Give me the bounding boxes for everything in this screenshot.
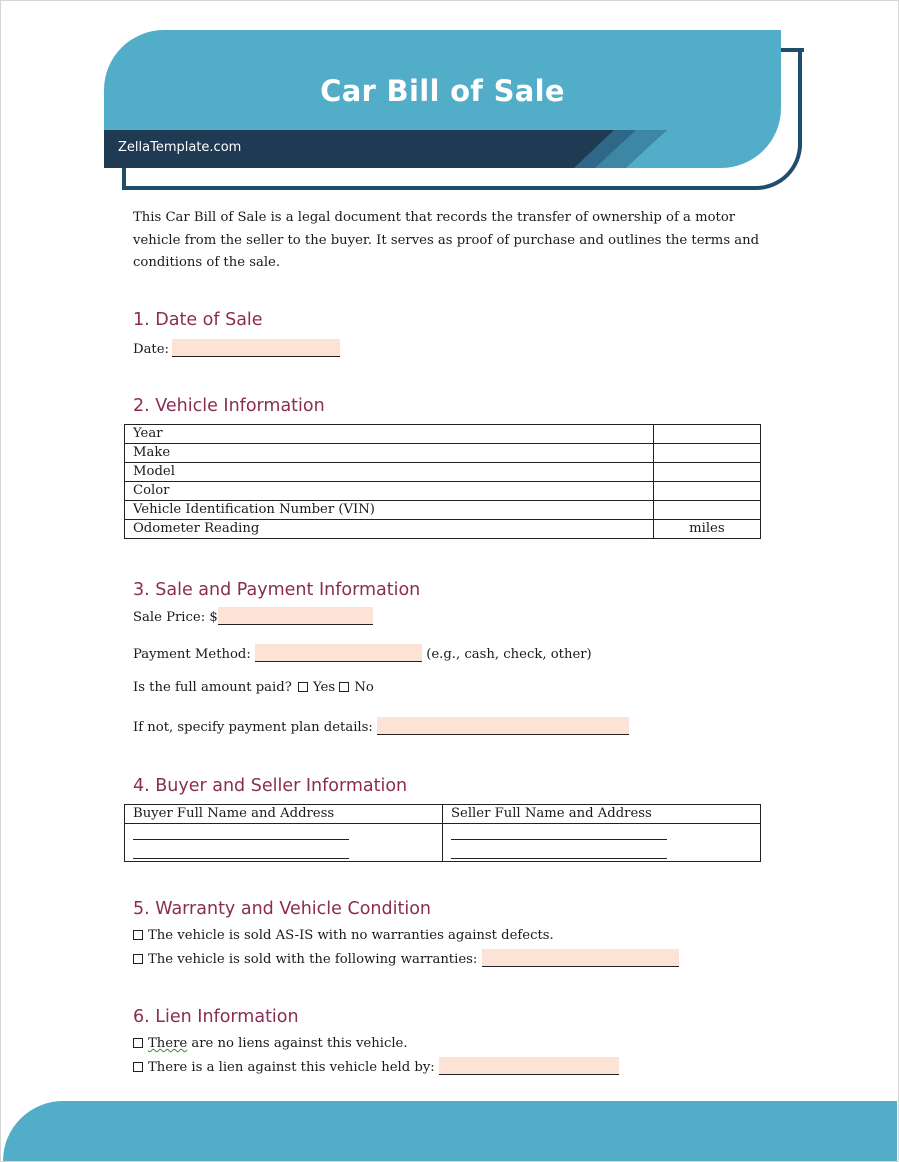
seller-header: Seller Full Name and Address [443, 805, 761, 824]
buyer-name-line[interactable] [133, 824, 349, 840]
warranty-option-as-is [133, 928, 554, 943]
section-heading-payment: 3. Sale and Payment Information [133, 580, 421, 600]
no-lien-first-word: There [148, 1036, 188, 1051]
lien-held-label: There is a lien against this vehicle held by: [148, 1060, 435, 1075]
seller-name-line[interactable] [451, 824, 667, 840]
row-value[interactable] [653, 444, 760, 463]
document-title: Car Bill of Sale [320, 74, 565, 108]
row-value[interactable] [653, 482, 760, 501]
row-label: Model [125, 463, 654, 482]
section-heading-lien: 6. Lien Information [133, 1007, 299, 1027]
paid-yes-checkbox[interactable] [298, 682, 308, 692]
full-paid-question: Is the full amount paid? [133, 680, 292, 695]
site-name: ZellaTemplate.com [118, 140, 242, 155]
row-value[interactable] [653, 463, 760, 482]
table-row [125, 824, 761, 862]
paid-no-label: No [354, 680, 374, 695]
table-header-row [125, 805, 761, 824]
intro-paragraph: This Car Bill of Sale is a legal document that records the transfer of ownership of a motor vehicle from the seller to the buyer. It serves as proof of purchase and outlines the terms and conditions of the sale. [133, 210, 760, 270]
footer-banner [3, 1101, 897, 1161]
payment-method-hint: (e.g., cash, check, other) [426, 647, 592, 662]
paid-yes-label: Yes [312, 680, 336, 695]
as-is-checkbox[interactable] [133, 930, 143, 940]
section-heading-vehicle: 2. Vehicle Information [133, 396, 325, 416]
row-label: Odometer Reading [125, 520, 654, 539]
as-is-label: The vehicle is sold AS-IS with no warranties against defects. [148, 928, 554, 943]
paid-no-checkbox[interactable] [339, 682, 349, 692]
row-value[interactable] [653, 501, 760, 520]
table-row [125, 520, 761, 539]
row-value[interactable] [653, 425, 760, 444]
payment-plan-label: If not, specify payment plan details: [133, 720, 373, 735]
date-label: Date: [133, 342, 169, 357]
no-lien-checkbox[interactable] [133, 1038, 143, 1048]
date-row [133, 339, 340, 357]
lien-option-none [133, 1036, 408, 1051]
section-heading-warranty: 5. Warranty and Vehicle Condition [133, 899, 431, 919]
warranty-option-with [133, 949, 679, 967]
row-label: Vehicle Identification Number (VIN) [125, 501, 654, 520]
lien-held-checkbox[interactable] [133, 1062, 143, 1072]
payment-method-label: Payment Method: [133, 647, 251, 662]
buyer-address-line[interactable] [133, 840, 349, 859]
header-frame-left [122, 168, 126, 190]
payment-method-row [133, 644, 592, 662]
sale-price-row [133, 607, 373, 625]
row-label: Color [125, 482, 654, 501]
seller-cell [443, 824, 761, 862]
warranty-details-field[interactable] [482, 949, 679, 967]
seller-address-line[interactable] [451, 840, 667, 859]
buyer-header: Buyer Full Name and Address [125, 805, 443, 824]
no-lien-label: are no liens against this vehicle. [187, 1036, 408, 1051]
full-paid-row [133, 680, 374, 695]
table-row [125, 501, 761, 520]
table-row [125, 444, 761, 463]
table-row [125, 482, 761, 501]
lien-option-held [133, 1057, 619, 1075]
payment-method-field[interactable] [255, 644, 422, 662]
table-row [125, 463, 761, 482]
with-warranty-label: The vehicle is sold with the following warranties: [148, 952, 478, 967]
row-value[interactable]: miles [653, 520, 760, 539]
payment-plan-field[interactable] [377, 717, 629, 735]
vehicle-info-table [124, 424, 761, 539]
payment-plan-row [133, 717, 629, 735]
row-label: Make [125, 444, 654, 463]
sale-price-field[interactable] [218, 607, 373, 625]
section-heading-parties: 4. Buyer and Seller Information [133, 776, 408, 796]
date-field[interactable] [172, 339, 340, 357]
table-row [125, 425, 761, 444]
header-banner [104, 30, 781, 168]
row-label: Year [125, 425, 654, 444]
section-heading-date: 1. Date of Sale [133, 310, 263, 330]
buyer-cell [125, 824, 443, 862]
buyer-seller-table [124, 804, 761, 862]
sale-price-label: Sale Price: $ [133, 610, 218, 625]
lien-holder-field[interactable] [439, 1057, 619, 1075]
with-warranty-checkbox[interactable] [133, 954, 143, 964]
